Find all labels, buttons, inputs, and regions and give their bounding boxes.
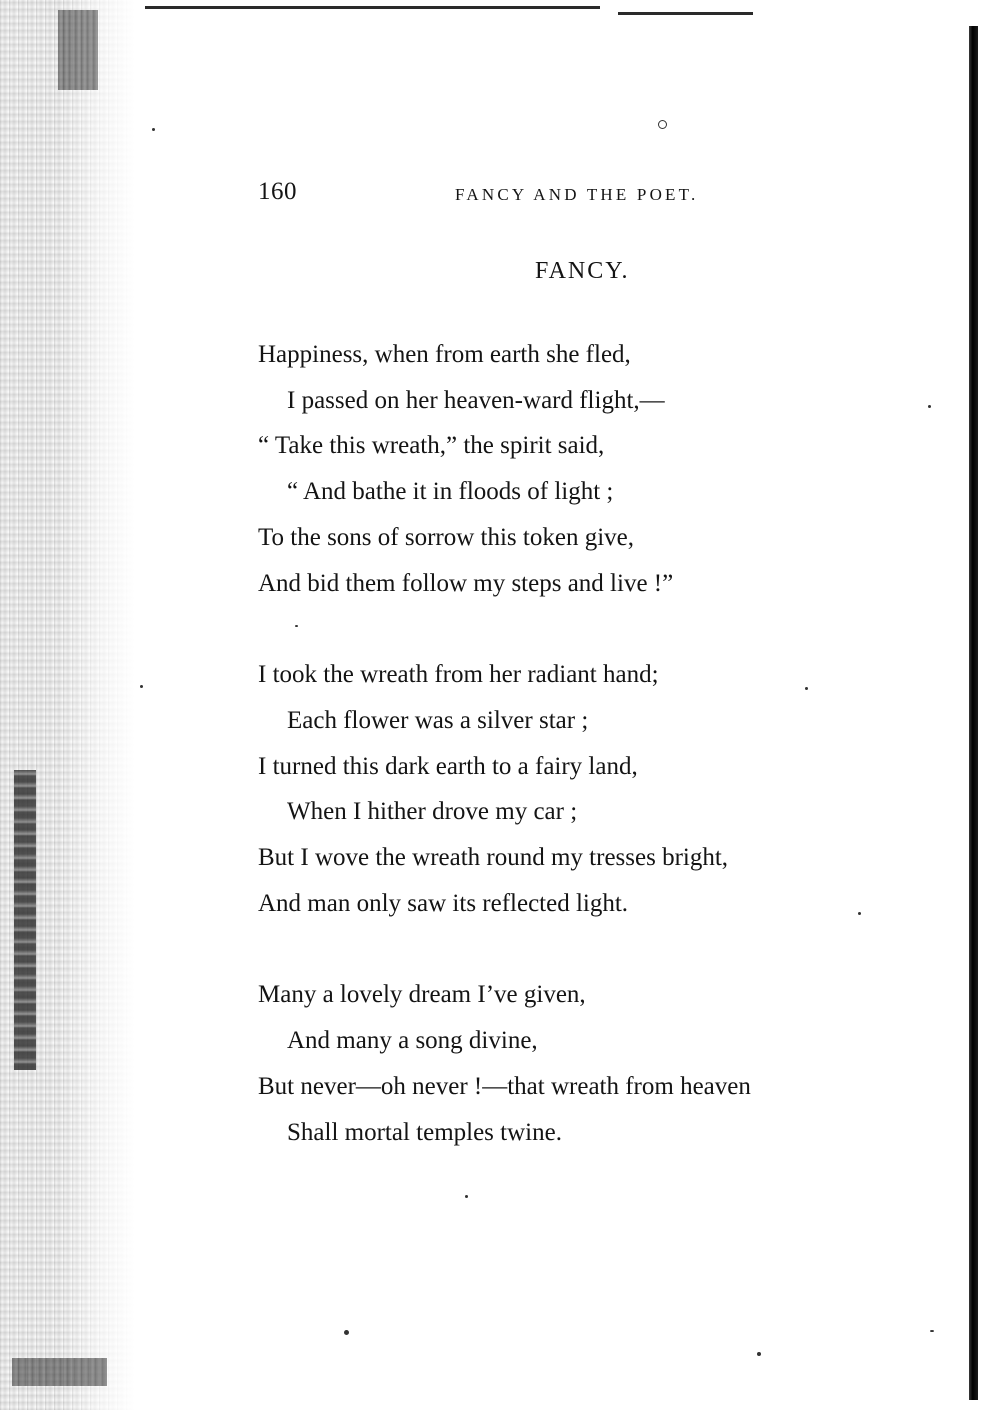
stanza-2 [258, 652, 878, 926]
scan-right-edge-bar [969, 26, 978, 1400]
poem-line: But never—oh never !—that wreath from heaven [258, 1072, 751, 1100]
scan-speck [928, 405, 931, 408]
poem-title: FANCY. [535, 258, 630, 284]
poem-line-indented: Shall mortal temples twine. [287, 1118, 562, 1146]
scan-binding-mark-middle [14, 770, 36, 1070]
scan-speck [658, 120, 667, 129]
scan-binding-mark-bottom [12, 1358, 107, 1386]
poem-line-indented: When I hither drove my car ; [287, 798, 578, 826]
poem-line: And man only saw its reflected light. [258, 889, 629, 917]
scan-speck [465, 1195, 468, 1198]
scan-top-edge-line-short [618, 12, 753, 15]
running-title: FANCY AND THE POET. [455, 185, 699, 204]
poem-line: To the sons of sorrow this token give, [258, 523, 634, 551]
poem-line-indented: And many a song divine, [287, 1027, 538, 1055]
poem-line: Many a lovely dream I’ve given, [258, 981, 586, 1009]
poem-body [258, 332, 878, 1155]
poem-line: But I wove the wreath round my tresses bright, [258, 844, 729, 872]
poem-line: Happiness, when from earth she fled, [258, 341, 631, 368]
poem-line: And bid them follow my steps and live !” [258, 569, 674, 597]
scan-top-edge-line [145, 6, 600, 9]
scan-binding-mark-top [58, 10, 98, 90]
scan-speck [344, 1330, 349, 1335]
scan-speck [140, 685, 143, 688]
poem-line-indented: “ And bathe it in floods of light ; [287, 478, 614, 506]
stanza-3 [258, 972, 878, 1155]
poem-line-indented: I passed on her heaven-ward flight,— [287, 386, 665, 414]
page-number: 160 [258, 178, 297, 205]
scan-speck [152, 128, 155, 131]
scan-speck [757, 1352, 761, 1356]
poem-line: I turned this dark earth to a fairy land, [258, 752, 638, 780]
scan-speck [930, 1330, 934, 1332]
poem-line: “ Take this wreath,” the spirit said, [258, 432, 605, 460]
poem-line-indented: Each flower was a silver star ; [287, 706, 589, 734]
running-head [258, 178, 778, 214]
stanza-1 [258, 332, 878, 606]
scan-binding-shadow [0, 0, 135, 1410]
poem-line: I took the wreath from her radiant hand; [258, 661, 659, 689]
